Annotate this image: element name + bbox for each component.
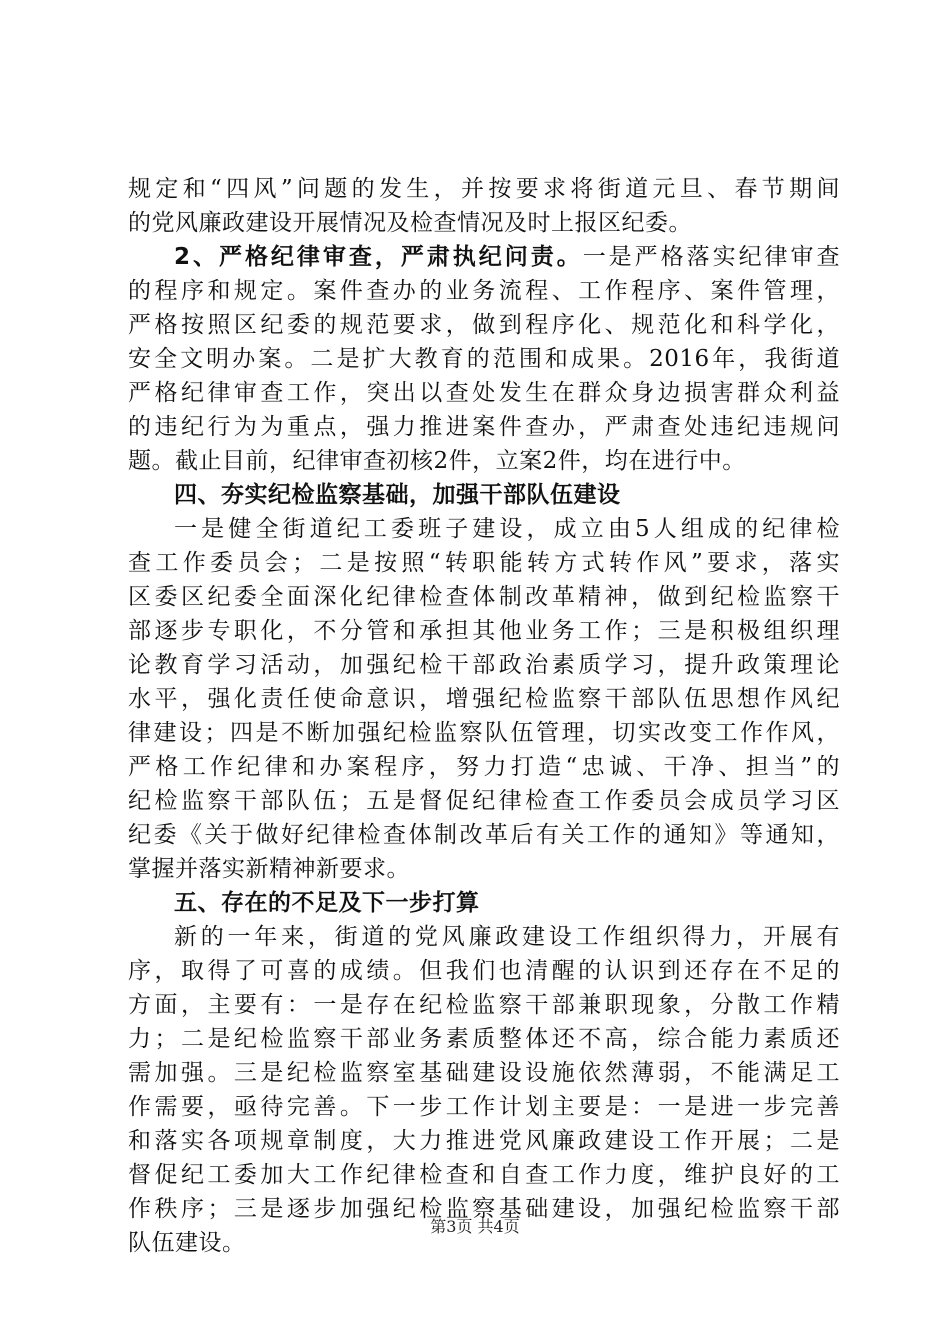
paragraph-line: 序，取得了可喜的成绩。但我们也清醒的认识到还存在不足的	[128, 958, 840, 984]
document-body	[128, 172, 840, 1260]
paragraph-last-line: 掌握并落实新精神新要求。	[128, 856, 410, 882]
page-footer: 第3页 共4页	[430, 1217, 520, 1236]
paragraph-line: 的程序和规定。案件查办的业务流程、工作程序、案件管理，	[128, 278, 840, 304]
subheading-line	[128, 240, 840, 274]
paragraph-line: 查工作委员会；二是按照“转职能转方式转作风”要求，落实	[128, 550, 840, 576]
subheading-text: 2、严格纪律审查，严肃执纪问责。	[174, 244, 583, 270]
paragraph-line: 安全文明办案。二是扩大教育的范围和成果。2016年，我街道	[128, 346, 840, 372]
paragraph-line: 纪委《关于做好纪律检查体制改革后有关工作的通知》等通知，	[128, 822, 840, 848]
paragraph-line: 纪检监察干部队伍；五是督促纪律检查工作委员会成员学习区	[128, 788, 840, 814]
subheading-rest: 一是严格落实纪律审查	[582, 244, 841, 270]
paragraph-line: 严格按照区纪委的规范要求，做到程序化、规范化和科学化，	[128, 312, 840, 338]
paragraph-line: 和落实各项规章制度，大力推进党风廉政建设工作开展；二是	[128, 1128, 840, 1154]
section-heading: 四、夯实纪检监察基础，加强干部队伍建设	[174, 482, 621, 508]
paragraph-last-line: 队伍建设。	[128, 1230, 246, 1256]
paragraph-line: 的违纪行为为重点，强力推进案件查办，严肃查处违纪违规问	[128, 414, 840, 440]
paragraph-first-line: 一是健全街道纪工委班子建设，成立由5人组成的纪律检	[174, 516, 840, 542]
paragraph-first-line: 新的一年来，街道的党风廉政建设工作组织得力，开展有	[174, 924, 840, 950]
paragraph-last-line: 题。截止目前，纪律审查初核2件，立案2件，均在进行中。	[128, 448, 746, 474]
paragraph-line: 作需要，亟待完善。下一步工作计划主要是：一是进一步完善	[128, 1094, 840, 1120]
paragraph-line: 律建设；四是不断加强纪检监察队伍管理，切实改变工作作风，	[128, 720, 840, 746]
paragraph-line: 规定和“四风”问题的发生，并按要求将街道元旦、春节期间	[128, 176, 840, 202]
paragraph-last-line: 的党风廉政建设开展情况及检查情况及时上报区纪委。	[128, 210, 692, 236]
section-heading: 五、存在的不足及下一步打算	[174, 890, 480, 916]
paragraph-line: 需加强。三是纪检监察室基础建设设施依然薄弱，不能满足工	[128, 1060, 840, 1086]
paragraph-line: 论教育学习活动，加强纪检干部政治素质学习，提升政策理论	[128, 652, 840, 678]
paragraph-line: 方面，主要有：一是存在纪检监察干部兼职现象，分散工作精	[128, 992, 840, 1018]
paragraph-line: 作秩序；三是逐步加强纪检监察基础建设，加强纪检监察干部	[128, 1196, 840, 1222]
paragraph-line: 严格工作纪律和办案程序，努力打造“忠诚、干净、担当”的	[128, 754, 840, 780]
paragraph-line: 力；二是纪检监察干部业务素质整体还不高，综合能力素质还	[128, 1026, 840, 1052]
paragraph-line: 严格纪律审查工作，突出以查处发生在群众身边损害群众利益	[128, 380, 840, 406]
paragraph-line: 水平，强化责任使命意识，增强纪检监察干部队伍思想作风纪	[128, 686, 840, 712]
paragraph-line: 部逐步专职化，不分管和承担其他业务工作；三是积极组织理	[128, 618, 840, 644]
paragraph-line: 区委区纪委全面深化纪律检查体制改革精神，做到纪检监察干	[128, 584, 840, 610]
paragraph-line: 督促纪工委加大工作纪律检查和自查工作力度，维护良好的工	[128, 1162, 840, 1188]
